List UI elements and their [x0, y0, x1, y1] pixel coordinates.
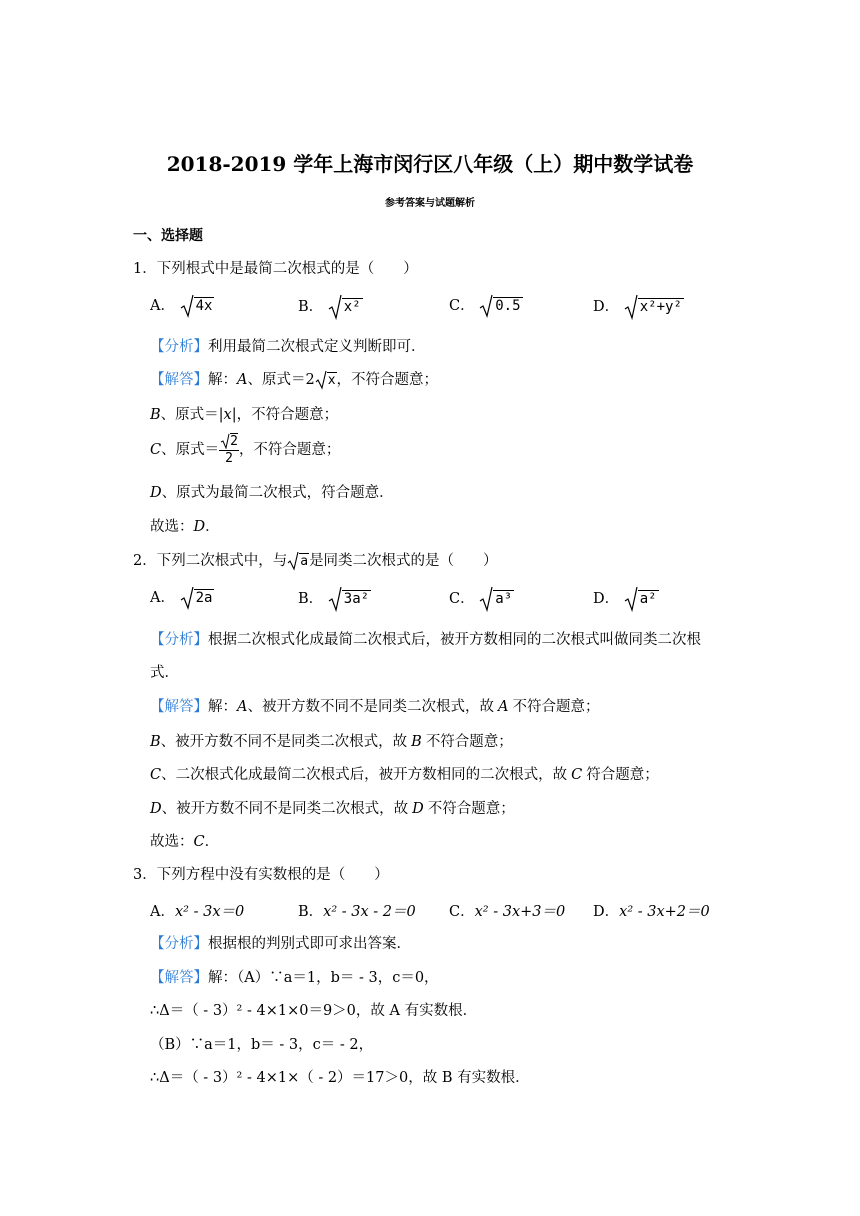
q2-solution-c [150, 765, 659, 785]
solution-text: ，不符合题意； [238, 442, 341, 458]
analysis-text: 根据根的判别式即可求出答案． [208, 936, 411, 952]
stem-text: 是同类二次根式的是（ ） [309, 553, 498, 569]
fraction [219, 433, 239, 467]
solution-text: ，不符合题意； [336, 372, 439, 388]
solution-text: 、原式＝2 [247, 372, 315, 388]
q2-option-c [449, 586, 514, 612]
solution-text: |，不符合题意； [231, 407, 339, 423]
q1-option-c [449, 294, 523, 318]
q2-option-b [298, 586, 371, 612]
radical-sign-icon [287, 551, 299, 571]
option-label: C． [449, 904, 475, 920]
option-label: D． [593, 299, 620, 315]
q2-analysis-cont: 式． [150, 665, 179, 681]
q1-solution-d [150, 483, 394, 503]
fraction-numerator [219, 433, 239, 451]
stem-text: 2．下列二次根式中，与 [133, 553, 288, 569]
option-letter: D [150, 801, 162, 817]
option-label: B． [298, 904, 324, 920]
analysis-tag: 【分析】 [150, 936, 208, 952]
solution-text: 、被开方数不同不是同类二次根式，故 [160, 734, 408, 750]
q2-solution-b [150, 732, 513, 752]
solution-text: 不符合题意； [425, 734, 513, 750]
q2-choice [150, 832, 219, 852]
option-label: A． [150, 590, 175, 606]
option-letter: C [571, 767, 583, 783]
solution-text: 不符合题意； [512, 699, 600, 715]
q3-solution-line-1 [150, 968, 439, 988]
option-letter: B [150, 734, 161, 750]
radical-sign-icon [479, 294, 493, 318]
analysis-text: 利用最简二次根式定义判断即可． [208, 339, 426, 355]
radicand: a [300, 554, 309, 569]
equation: x² - 3x+2＝0 [619, 904, 710, 920]
option-label: D． [593, 591, 620, 607]
choice-text: 故选： [150, 834, 194, 850]
q1-option-b [298, 294, 363, 320]
solution-text: 、原式为最简二次根式，符合题意． [161, 485, 394, 501]
radical-sign-icon [180, 586, 194, 610]
radicand: a³ [495, 591, 513, 607]
option-letter: A [237, 372, 248, 388]
q3-option-d [593, 900, 710, 921]
radical-sign-icon [328, 294, 342, 320]
q1-option-d [593, 294, 684, 320]
q3-solution-line-3: （B）∵a＝1，b＝ - 3，c＝ - 2， [150, 1037, 374, 1053]
option-letter: D [150, 485, 162, 501]
solution-text: 解：（A）∵a＝1，b＝ - 3，c＝0， [208, 970, 439, 986]
option-letter: B [411, 734, 422, 750]
variable: x [223, 407, 232, 423]
radicand: 2a [195, 590, 213, 606]
solution-text: 、被开方数不同不是同类二次根式，故 [161, 801, 409, 817]
solution-text: 解： [208, 372, 237, 388]
q2-solution-d [150, 799, 515, 819]
radical-sign-icon [624, 294, 638, 320]
radicand: x²+y² [639, 299, 682, 315]
answer-tag: 【解答】 [150, 970, 208, 986]
option-label: C． [449, 591, 475, 607]
solution-text: 解： [208, 699, 237, 715]
option-letter: A [497, 699, 509, 715]
choice-text: 故选： [150, 519, 194, 535]
option-letter: C [150, 442, 162, 458]
radicand: a² [639, 591, 657, 607]
q1-stem: 1．下列根式中是最简二次根式的是（ ） [133, 261, 418, 277]
analysis-text: 根据二次根式化成最简二次根式后，被开方数相同的二次根式叫做同类二次根 [208, 632, 701, 648]
option-label: A． [150, 904, 175, 920]
q3-stem: 3．下列方程中没有实数根的是（ ） [133, 867, 389, 883]
radical-sign-icon [315, 370, 327, 390]
radicand: 0.5 [495, 298, 521, 314]
answer-tag: 【解答】 [150, 372, 208, 388]
q3-solution-line-4: ∴Δ＝（ - 3）² - 4×1×（ - 2）＝17＞0，故 B 有实数根． [150, 1070, 530, 1086]
q2-analysis [150, 630, 701, 650]
radicand: x [327, 373, 336, 388]
q3-option-c [449, 900, 565, 921]
solution-text: 、原式＝| [160, 407, 224, 423]
q2-option-a [150, 586, 214, 610]
q2-option-d [593, 586, 659, 612]
radical-sign-icon [328, 586, 342, 612]
solution-text: 符合题意； [586, 767, 659, 783]
q3-option-a [150, 900, 244, 921]
option-label: C． [449, 298, 475, 314]
radicand: 2 [230, 434, 238, 449]
radicand: 3a² [343, 591, 370, 607]
radicand: 4x [195, 298, 213, 314]
radical-sign-icon [479, 586, 493, 612]
q3-option-b [298, 900, 416, 921]
q3-analysis [150, 934, 411, 954]
answer-tag: 【解答】 [150, 699, 208, 715]
option-label: B． [298, 591, 324, 607]
section-heading: 一、选择题 [133, 228, 203, 244]
analysis-tag: 【分析】 [150, 632, 208, 648]
q1-solution-c [150, 433, 340, 467]
q1-solution-a [150, 370, 438, 391]
q2-solution-a [150, 697, 599, 717]
option-label: A． [150, 298, 175, 314]
solution-text: 、被开方数不同不是同类二次根式，故 [247, 699, 494, 715]
q1-solution-b [150, 405, 338, 425]
equation: x² - 3x+3＝0 [474, 904, 566, 920]
option-label: D． [593, 904, 620, 920]
choice-letter: D [193, 519, 206, 535]
fraction-denominator: 2 [225, 451, 233, 466]
solution-text: 不符合题意； [427, 801, 515, 817]
option-letter: A [237, 699, 248, 715]
option-letter: D [412, 801, 424, 817]
q2-stem [133, 551, 498, 572]
option-letter: C [150, 767, 162, 783]
radical-sign-icon [624, 586, 638, 612]
analysis-tag: 【分析】 [150, 339, 208, 355]
page-subtitle: 参考答案与试题解析 [385, 198, 475, 209]
q1-analysis [150, 337, 426, 357]
radical-sign-icon [180, 294, 194, 318]
equation: x² - 3x＝0 [174, 904, 245, 920]
solution-text: 、二次根式化成最简二次根式后，被开方数相同的二次根式，故 [161, 767, 568, 783]
choice-text: ． [205, 519, 220, 535]
q3-solution-line-2: ∴Δ＝（ - 3）² - 4×1×0＝9＞0，故 A 有实数根． [150, 1003, 478, 1019]
choice-letter: C [193, 834, 205, 850]
choice-text: ． [204, 834, 220, 850]
option-label: B． [298, 299, 324, 315]
radical-sign-icon [220, 433, 230, 449]
radicand: x² [343, 299, 361, 315]
q1-choice [150, 517, 220, 537]
q1-option-a [150, 294, 214, 318]
option-letter: B [150, 407, 161, 423]
page-title: 2018-2019 学年上海市闵行区八年级（上）期中数学试卷 [166, 152, 694, 176]
equation: x² - 3x - 2＝0 [323, 904, 416, 920]
solution-text: 、原式＝ [161, 442, 220, 458]
